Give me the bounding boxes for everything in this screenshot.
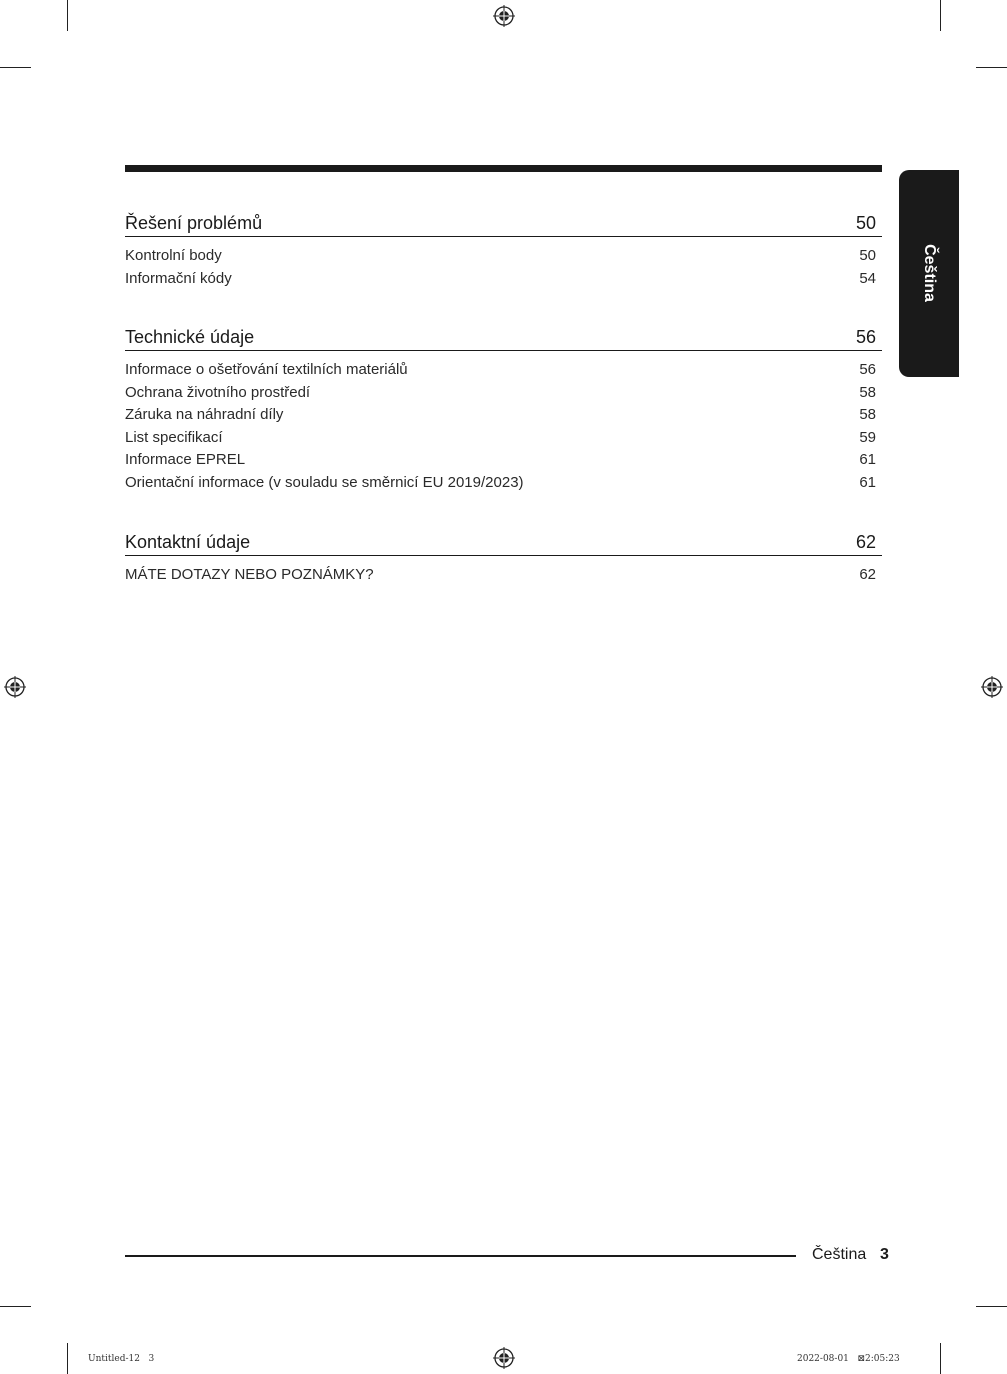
toc-section (125, 527, 882, 587)
toc-entry-label: Ochrana životního prostředí (125, 383, 311, 401)
toc-entry-label: Informační kódy (125, 269, 232, 287)
toc-section-heading (125, 322, 882, 351)
toc-entry-label: Záruka na náhradní díly (125, 406, 284, 424)
crop-mark (976, 1306, 1007, 1307)
toc-entry-page: 59 (859, 428, 876, 446)
registration-mark-icon (493, 5, 515, 27)
toc-entry-label: Orientační informace (v souladu se směrnicí EU 2019/2023) (125, 473, 524, 491)
toc-entry-page: 61 (859, 451, 876, 469)
toc-entry[interactable] (125, 449, 882, 472)
registration-mark-icon (493, 1347, 515, 1369)
toc-entry-label: Kontrolní body (125, 247, 222, 264)
toc-section (125, 322, 882, 495)
print-slug-left: Untitled-12 3 (88, 1354, 155, 1364)
print-slug-right: 2022-08-01 ⊠2:05:23 (797, 1354, 900, 1364)
toc-entry[interactable] (125, 564, 882, 587)
toc-section-page: 50 (855, 213, 876, 233)
toc-section-heading (125, 527, 882, 556)
footer-language: Čeština (812, 1246, 867, 1263)
crop-mark (0, 67, 31, 68)
language-tab (899, 170, 959, 377)
toc-entry-label: List specifikací (125, 428, 223, 446)
toc-entry[interactable] (125, 382, 882, 405)
toc-entry-label: Informace EPREL (125, 451, 246, 469)
toc-entry-label: Informace o ošetřování textilních materiálů (125, 361, 408, 378)
registration-mark-icon (4, 676, 26, 698)
toc-entry-page: 50 (859, 247, 876, 264)
toc-entry-page: 58 (859, 383, 876, 401)
toc-entry-page: 56 (859, 361, 876, 378)
toc-entry-page: 61 (859, 473, 876, 491)
header-rule (125, 165, 882, 172)
toc-entry-label: MÁTE DOTAZY NEBO POZNÁMKY? (125, 566, 374, 583)
toc-section-title[interactable]: Technické údaje (125, 327, 255, 347)
toc-section-page: 56 (855, 327, 876, 347)
registration-mark-icon (981, 676, 1003, 698)
toc-entry[interactable] (125, 404, 882, 427)
toc-section-title[interactable]: Kontaktní údaje (125, 532, 251, 552)
toc-entry-page: 58 (859, 406, 876, 424)
crop-mark (940, 1343, 941, 1374)
crop-mark (976, 67, 1007, 68)
crop-mark (67, 0, 68, 31)
toc-entry[interactable] (125, 472, 882, 495)
toc-section-page: 62 (855, 532, 876, 552)
toc-section-title[interactable]: Řešení problémů (125, 213, 263, 233)
toc-entry[interactable] (125, 427, 882, 450)
toc-entry[interactable] (125, 359, 882, 382)
toc-section (125, 208, 882, 290)
language-tab-label: Čeština (921, 244, 938, 302)
toc-entry-page: 62 (859, 566, 876, 583)
toc-entry-page: 54 (859, 269, 876, 287)
footer-page-number: 3 (880, 1246, 889, 1263)
crop-mark (0, 1306, 31, 1307)
toc-section-heading (125, 208, 882, 237)
toc-entry[interactable] (125, 268, 882, 291)
crop-mark (67, 1343, 68, 1374)
toc-entry[interactable] (125, 245, 882, 268)
footer-rule (125, 1255, 796, 1257)
crop-mark (940, 0, 941, 31)
